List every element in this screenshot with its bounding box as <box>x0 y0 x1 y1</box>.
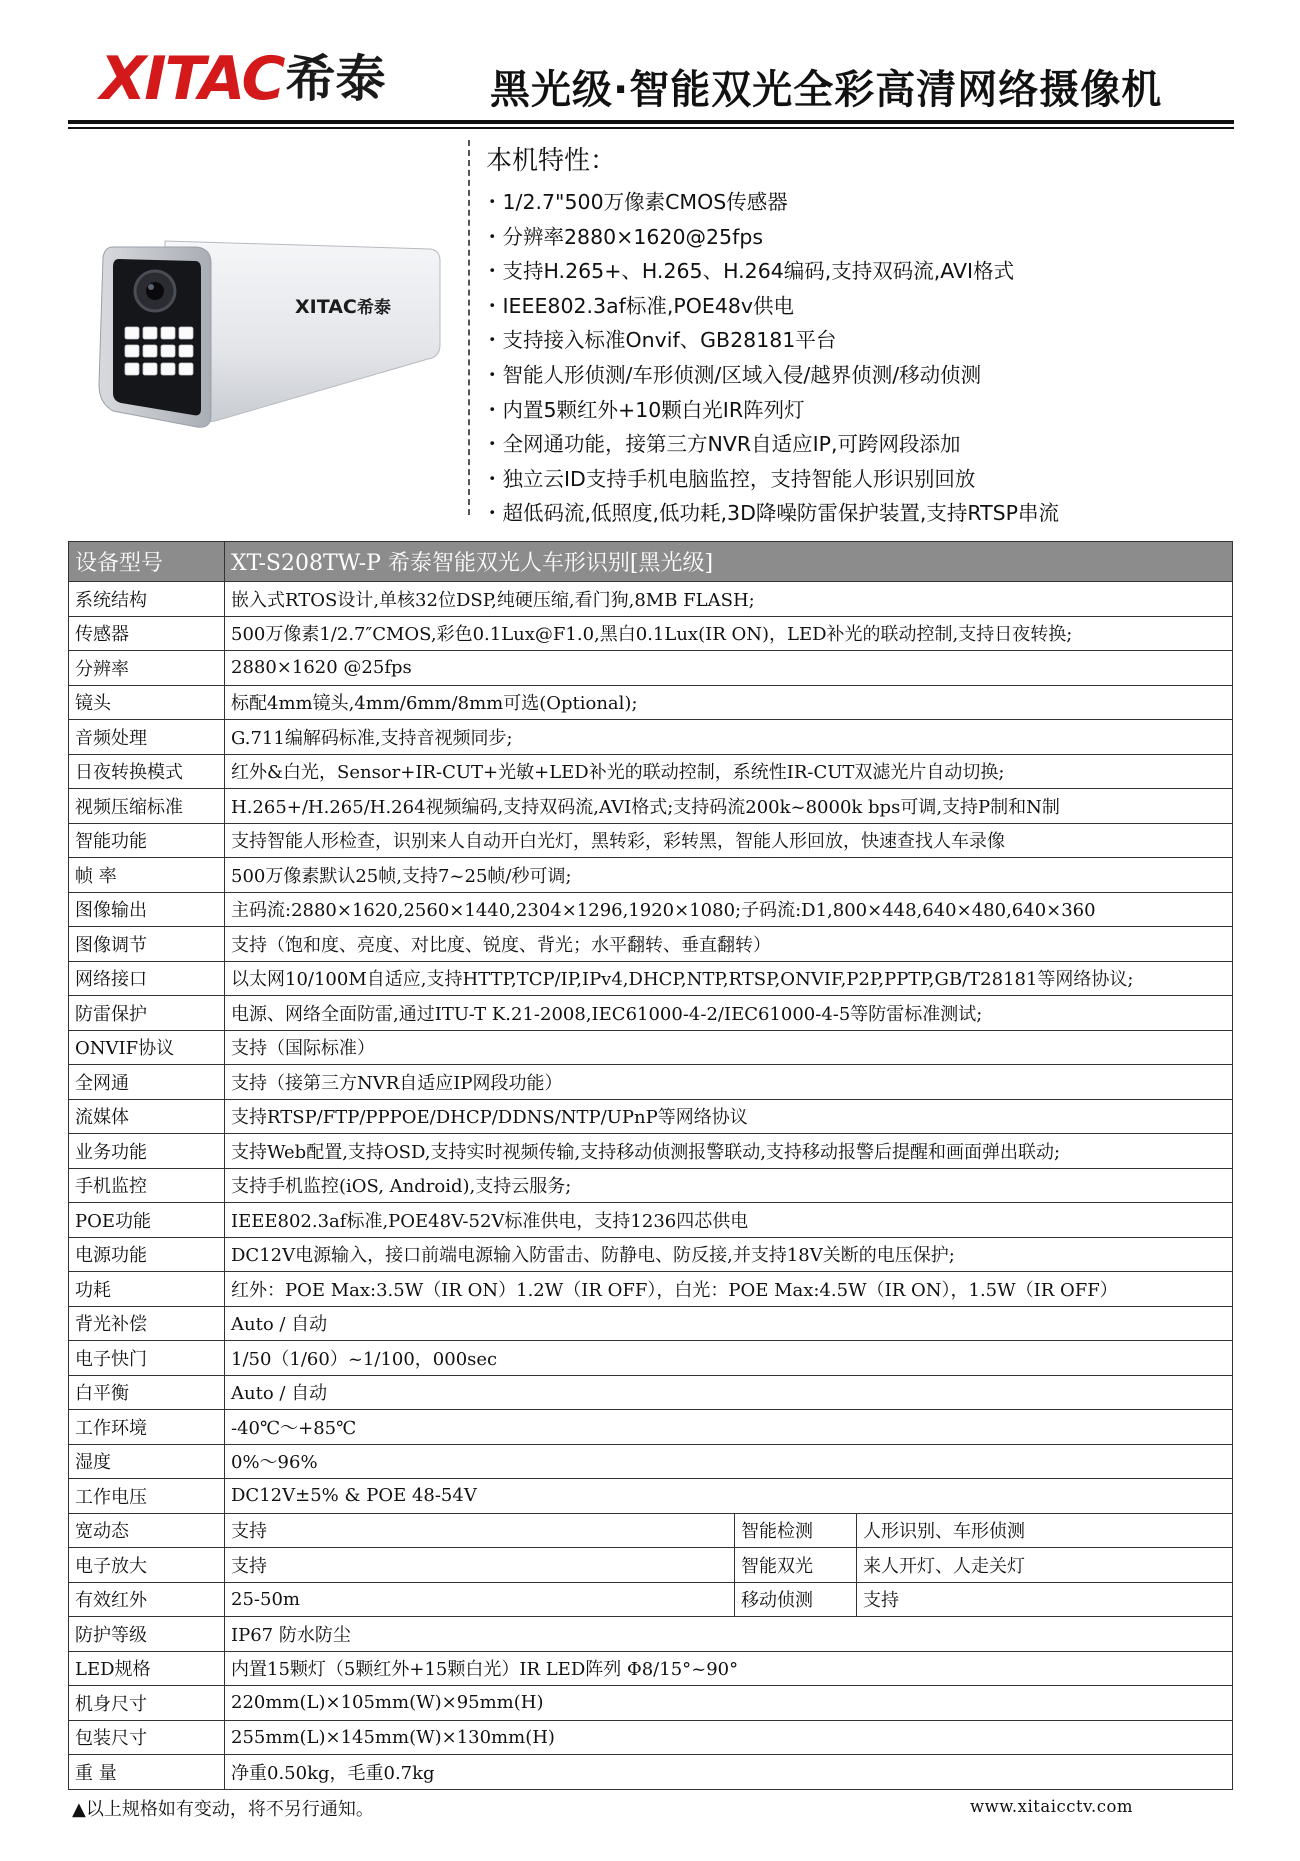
website-url: www.xitaicctv.com <box>970 1797 1134 1816</box>
feature-item: ・ IEEE802.3af标准,POE48v供电 <box>486 289 1228 324</box>
spec-key: 重 量 <box>69 1755 225 1790</box>
camera-logo-latin: XITAC <box>295 296 357 318</box>
spec-value: 支持 <box>225 1513 735 1548</box>
spec-key: 镜头 <box>69 685 225 720</box>
spec-value: 支持RTSP/FTP/PPPOE/DHCP/DDNS/NTP/UPnP等网络协议 <box>225 1099 1233 1134</box>
spec-key: 帧 率 <box>69 858 225 893</box>
spec-value: H.265+/H.265/H.264视频编码,支持双码流,AVI格式;支持码流200k~8000k bps可调,支持P制和N制 <box>225 789 1233 824</box>
table-row <box>69 1686 1233 1721</box>
spec-value: 人形识别、车形侦测 <box>857 1513 1233 1548</box>
spec-value: IP67 防水防尘 <box>225 1617 1233 1652</box>
spec-key: 系统结构 <box>69 582 225 617</box>
feature-item: ・ 独立云ID支持手机电脑监控，支持智能人形识别回放 <box>486 462 1228 497</box>
feature-item: ・ 智能人形侦测/车形侦测/区域入侵/越界侦测/移动侦测 <box>486 358 1228 393</box>
spec-key: 音频处理 <box>69 720 225 755</box>
spec-value: 支持（接第三方NVR自适应IP网段功能） <box>225 1065 1233 1100</box>
spec-key: POE功能 <box>69 1203 225 1238</box>
spec-key: 电子放大 <box>69 1548 225 1583</box>
table-row <box>69 1065 1233 1100</box>
table-row <box>69 1030 1233 1065</box>
document-title: 黑光级·智能双光全彩高清网络摄像机 <box>490 67 1163 113</box>
table-row <box>69 1479 1233 1514</box>
table-row <box>69 996 1233 1031</box>
feature-item: ・ 全网通功能，接第三方NVR自适应IP,可跨网段添加 <box>486 427 1228 462</box>
spec-key: 流媒体 <box>69 1099 225 1134</box>
spec-key: 白平衡 <box>69 1375 225 1410</box>
spec-value: 500万像素1/2.7″CMOS,彩色0.1Lux@F1.0,黑白0.1Lux(IR ON)，LED补光的联动控制,支持日夜转换; <box>225 616 1233 651</box>
table-row <box>69 685 1233 720</box>
spec-key: 机身尺寸 <box>69 1686 225 1721</box>
spec-key: 工作环境 <box>69 1410 225 1445</box>
spec-key: 业务功能 <box>69 1134 225 1169</box>
camera-product-image <box>95 235 445 435</box>
feature-item: ・ 超低码流,低照度,低功耗,3D降噪防雷保护装置,支持RTSP串流 <box>486 496 1228 531</box>
spec-value: 1/50（1/60）~1/100，000sec <box>225 1341 1233 1376</box>
spec-value: 红外：POE Max:3.5W（IR ON）1.2W（IR OFF），白光：POE Max:4.5W（IR ON），1.5W（IR OFF） <box>225 1272 1233 1307</box>
spec-value: 0%～96% <box>225 1444 1233 1479</box>
table-row <box>69 1582 1233 1617</box>
spec-value: 支持（饱和度、亮度、对比度、锐度、背光；水平翻转、垂直翻转） <box>225 927 1233 962</box>
table-row <box>69 1410 1233 1445</box>
table-row <box>69 1134 1233 1169</box>
spec-key: 宽动态 <box>69 1513 225 1548</box>
features-list <box>486 185 1228 531</box>
spec-key: 视频压缩标准 <box>69 789 225 824</box>
camera-logo-chinese: 希泰 <box>357 298 391 318</box>
spec-value: IEEE802.3af标准,POE48V-52V标准供电，支持1236四芯供电 <box>225 1203 1233 1238</box>
features-panel <box>468 140 1228 526</box>
spec-key: 工作电压 <box>69 1479 225 1514</box>
spec-value: 220mm(L)×105mm(W)×95mm(H) <box>225 1686 1233 1721</box>
table-row <box>69 892 1233 927</box>
table-row <box>69 754 1233 789</box>
spec-key: 智能双光 <box>735 1548 857 1583</box>
spec-value: 255mm(L)×145mm(W)×130mm(H) <box>225 1720 1233 1755</box>
table-row <box>69 651 1233 686</box>
spec-value: Auto / 自动 <box>225 1375 1233 1410</box>
table-row <box>69 1237 1233 1272</box>
brand-logo-chinese: 希泰 <box>285 50 386 108</box>
table-row <box>69 1375 1233 1410</box>
table-row <box>69 1513 1233 1548</box>
table-row <box>69 823 1233 858</box>
table-row <box>69 720 1233 755</box>
spec-value: 支持Web配置,支持OSD,支持实时视频传输,支持移动侦测报警联动,支持移动报警后提醒和画面弹出联动; <box>225 1134 1233 1169</box>
spec-value: 净重0.50kg，毛重0.7kg <box>225 1755 1233 1790</box>
table-row <box>69 1548 1233 1583</box>
spec-value: 红外&白光，Sensor+IR-CUT+光敏+LED补光的联动控制，系统性IR-CUT双滤光片自动切换; <box>225 754 1233 789</box>
spec-value: Auto / 自动 <box>225 1306 1233 1341</box>
spec-key: 传感器 <box>69 616 225 651</box>
table-row <box>69 927 1233 962</box>
table-row <box>69 1720 1233 1755</box>
spec-key: 有效红外 <box>69 1582 225 1617</box>
spec-key: 防护等级 <box>69 1617 225 1652</box>
spec-key: 图像调节 <box>69 927 225 962</box>
spec-table <box>68 541 1233 1790</box>
spec-key: 背光补偿 <box>69 1306 225 1341</box>
spec-key: 电子快门 <box>69 1341 225 1376</box>
spec-header-row <box>69 542 1233 582</box>
spec-value: G.711编解码标准,支持音视频同步; <box>225 720 1233 755</box>
table-row <box>69 1341 1233 1376</box>
features-title: 本机特性： <box>486 146 617 176</box>
spec-value: 支持 <box>857 1582 1233 1617</box>
spec-key: 手机监控 <box>69 1168 225 1203</box>
table-row <box>69 1755 1233 1790</box>
spec-value: 500万像素默认25帧,支持7~25帧/秒可调; <box>225 858 1233 893</box>
feature-item: ・ 内置5颗红外+10颗白光IR阵列灯 <box>486 393 1228 428</box>
spec-value: 嵌入式RTOS设计,单核32位DSP,纯硬压缩,看门狗,8MB FLASH; <box>225 582 1233 617</box>
spec-value: XT-S208TW-P 希泰智能双光人车形识别[黑光级] <box>225 542 1233 582</box>
spec-key: 分辨率 <box>69 651 225 686</box>
spec-value: 电源、网络全面防雷,通过ITU-T K.21-2008,IEC61000-4-2/IEC61000-4-5等防雷标准测试; <box>225 996 1233 1031</box>
spec-key: 全网通 <box>69 1065 225 1100</box>
spec-value: 来人开灯、人走关灯 <box>857 1548 1233 1583</box>
spec-value: 2880×1620 @25fps <box>225 651 1233 686</box>
table-row <box>69 1651 1233 1686</box>
table-row <box>69 1168 1233 1203</box>
footnote: ▲以上规格如有变动，将不另行通知。 <box>72 1799 374 1820</box>
table-row <box>69 1444 1233 1479</box>
spec-key: 网络接口 <box>69 961 225 996</box>
spec-key: 日夜转换模式 <box>69 754 225 789</box>
spec-key: 功耗 <box>69 1272 225 1307</box>
table-row <box>69 961 1233 996</box>
spec-value: 支持智能人形检查，识别来人自动开白光灯，黑转彩，彩转黑，智能人形回放，快速查找人车录像 <box>225 823 1233 858</box>
spec-value: DC12V电源输入，接口前端电源输入防雷击、防静电、防反接,并支持18V关断的电压保护; <box>225 1237 1233 1272</box>
table-row <box>69 1272 1233 1307</box>
spec-value: 支持（国际标准） <box>225 1030 1233 1065</box>
spec-key: 图像输出 <box>69 892 225 927</box>
spec-value: -40℃～+85℃ <box>225 1410 1233 1445</box>
table-row <box>69 789 1233 824</box>
spec-key: 移动侦测 <box>735 1582 857 1617</box>
spec-key: 湿度 <box>69 1444 225 1479</box>
spec-key: 包装尺寸 <box>69 1720 225 1755</box>
spec-value: 标配4mm镜头,4mm/6mm/8mm可选(Optional); <box>225 685 1233 720</box>
spec-key: 智能检测 <box>735 1513 857 1548</box>
spec-value: 支持 <box>225 1548 735 1583</box>
spec-key: 防雷保护 <box>69 996 225 1031</box>
spec-key: 电源功能 <box>69 1237 225 1272</box>
feature-item: ・ 支持接入标准Onvif、GB28181平台 <box>486 323 1228 358</box>
table-row <box>69 1099 1233 1134</box>
header-divider-thick <box>68 120 1234 124</box>
table-row <box>69 1203 1233 1238</box>
spec-value: DC12V±5% & POE 48-54V <box>225 1479 1233 1514</box>
feature-item: ・ 分辨率2880×1620@25fps <box>486 220 1228 255</box>
spec-key: 设备型号 <box>69 542 225 582</box>
spec-key: LED规格 <box>69 1651 225 1686</box>
spec-value: 内置15颗灯（5颗红外+15颗白光）IR LED阵列 Φ8/15°~90° <box>225 1651 1233 1686</box>
table-row <box>69 616 1233 651</box>
table-row <box>69 1306 1233 1341</box>
spec-value: 以太网10/100M自适应,支持HTTP,TCP/IP,IPv4,DHCP,NTP,RTSP,ONVIF,P2P,PPTP,GB/T28181等网络协议; <box>225 961 1233 996</box>
table-row <box>69 1617 1233 1652</box>
spec-key: 智能功能 <box>69 823 225 858</box>
feature-item: ・ 支持H.265+、H.265、H.264编码,支持双码流,AVI格式 <box>486 254 1228 289</box>
table-row <box>69 582 1233 617</box>
brand-logo-latin: XITAC <box>100 44 284 114</box>
spec-value: 25-50m <box>225 1582 735 1617</box>
spec-value: 主码流:2880×1620,2560×1440,2304×1296,1920×1080;子码流:D1,800×448,640×480,640×360 <box>225 892 1233 927</box>
spec-key: ONVIF协议 <box>69 1030 225 1065</box>
feature-item: ・ 1/2.7"500万像素CMOS传感器 <box>486 185 1228 220</box>
spec-value: 支持手机监控(iOS, Android),支持云服务; <box>225 1168 1233 1203</box>
brand-logo <box>100 44 386 114</box>
table-row <box>69 858 1233 893</box>
header-divider-thin <box>68 127 1234 129</box>
